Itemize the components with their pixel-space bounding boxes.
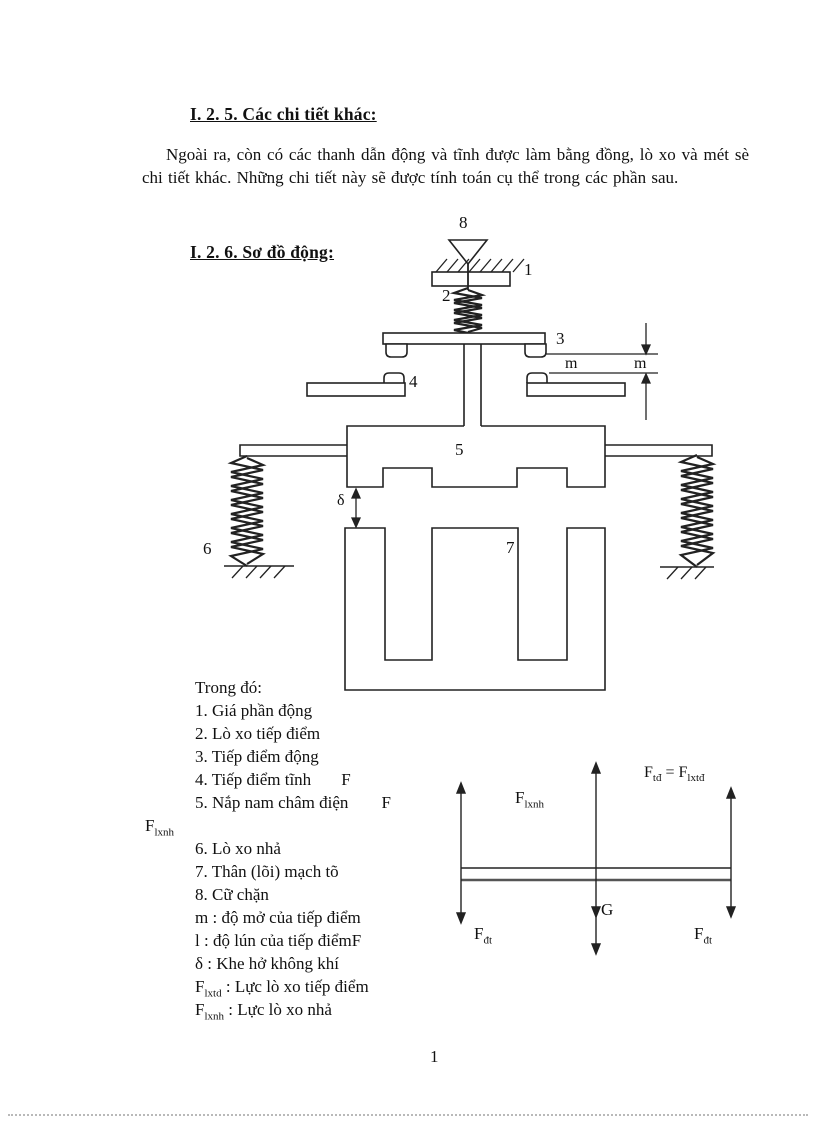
legend-item-2: 2. Lò xo tiếp điểm	[195, 724, 321, 743]
part-label-1: 1	[524, 260, 533, 279]
flxnh2-rest: : Lực lò xo nhả	[224, 1000, 332, 1019]
dim-label-delta: δ	[337, 492, 345, 509]
part-label-5: 5	[455, 440, 464, 459]
force-label-ftd-eq-flxtd	[644, 764, 705, 785]
page-number: 1	[430, 1047, 439, 1066]
section-heading-so-do: I. 2. 6. Sơ đồ động:	[190, 242, 335, 262]
release-spring-right	[681, 455, 713, 567]
flxnh-sub: lxnh	[154, 826, 175, 839]
part-label-6: 6	[203, 539, 212, 558]
legend-item-3: 3. Tiếp điểm động	[195, 747, 319, 766]
flxnh2-main: F	[195, 1000, 205, 1019]
force-label-fdt-left	[474, 924, 493, 947]
legend-item-l: l : độ lún của tiếp điểmF	[195, 931, 362, 950]
page-bottom-divider	[8, 1114, 808, 1116]
legend-title: Trong đó:	[195, 678, 262, 697]
part-label-4: 4	[409, 372, 418, 391]
legend-item-8: 8. Cữ chặn	[195, 885, 269, 904]
legend-item-5-f: F	[381, 793, 391, 812]
legend-stray-flxnh	[145, 814, 391, 837]
force-label-fdt-right	[694, 924, 713, 947]
f-main: F	[515, 788, 525, 807]
legend-list	[145, 676, 391, 1023]
legend-item-4-text: 4. Tiếp điểm tĩnh	[195, 770, 312, 789]
section-heading-chi-tiet: I. 2. 5. Các chi tiết khác:	[190, 104, 377, 124]
ftd-sub: tđ	[652, 772, 662, 785]
contact-spring	[454, 288, 482, 333]
legend-item-6: 6. Lò xo nhả	[195, 839, 281, 858]
flxtd-main: F	[195, 977, 205, 996]
static-contact-left	[307, 373, 405, 396]
flxnh2-sub: lxnh	[204, 1010, 225, 1023]
legend-item-5-text: 5. Nắp nam châm điện	[195, 793, 349, 812]
legend-item-4	[195, 768, 391, 791]
legend-item-5	[195, 791, 391, 814]
fdt-left-main: F	[474, 924, 484, 943]
dim-label-m-right: m	[634, 355, 647, 372]
fdt-right-main: F	[694, 924, 704, 943]
ground-hatch-left	[224, 566, 294, 578]
part-label-3: 3	[556, 329, 565, 348]
armature-block	[347, 426, 605, 487]
flxtd-sub2: lxtđ	[687, 772, 705, 785]
legend-item-4-f: F	[341, 770, 351, 789]
force-label-flxnh	[515, 788, 545, 811]
f-sub: lxnh	[524, 798, 545, 811]
flxtd-sub: lxtd	[204, 987, 222, 1000]
part-label-8: 8	[459, 213, 468, 232]
fdt-right-sub: đt	[703, 934, 713, 947]
air-gap-dimension	[352, 489, 360, 527]
flxtd-rest: : Lực lò xo tiếp điểm	[221, 977, 369, 996]
legend-item-m: m : độ mở của tiếp điểm	[195, 908, 361, 927]
part-label-2: 2	[442, 286, 451, 305]
magnetic-core	[345, 528, 605, 690]
legend-item-delta: δ : Khe hở không khí	[195, 954, 340, 973]
equals-sign: =	[661, 764, 679, 781]
body-paragraph: Ngoài ra, còn có các thanh dẫn động và tĩnh được làm bằng đồng, lò xo và mét sè chi tiết khác. Những chi tiết này sẽ được tính toán cụ thể trong các phần sau.	[142, 145, 749, 187]
dim-label-m-left: m	[565, 355, 578, 372]
flxnh-main: F	[145, 816, 155, 835]
static-contact-right	[527, 373, 625, 396]
legend-item-7: 7. Thân (lõi) mạch tõ	[195, 862, 339, 881]
force-label-g: G	[601, 900, 614, 919]
ground-hatch-right	[660, 567, 714, 579]
ftd-main: F	[644, 764, 653, 781]
legend-item-flxnh	[195, 998, 391, 1021]
release-spring-left	[231, 456, 263, 566]
legend-item-flxtd	[195, 975, 391, 998]
legend-item-1: 1. Giá phần động	[195, 701, 313, 720]
moving-contact-bar	[383, 333, 546, 426]
flxtd-main2: F	[678, 764, 688, 781]
fdt-left-sub: đt	[483, 934, 493, 947]
part-label-7: 7	[506, 538, 515, 557]
